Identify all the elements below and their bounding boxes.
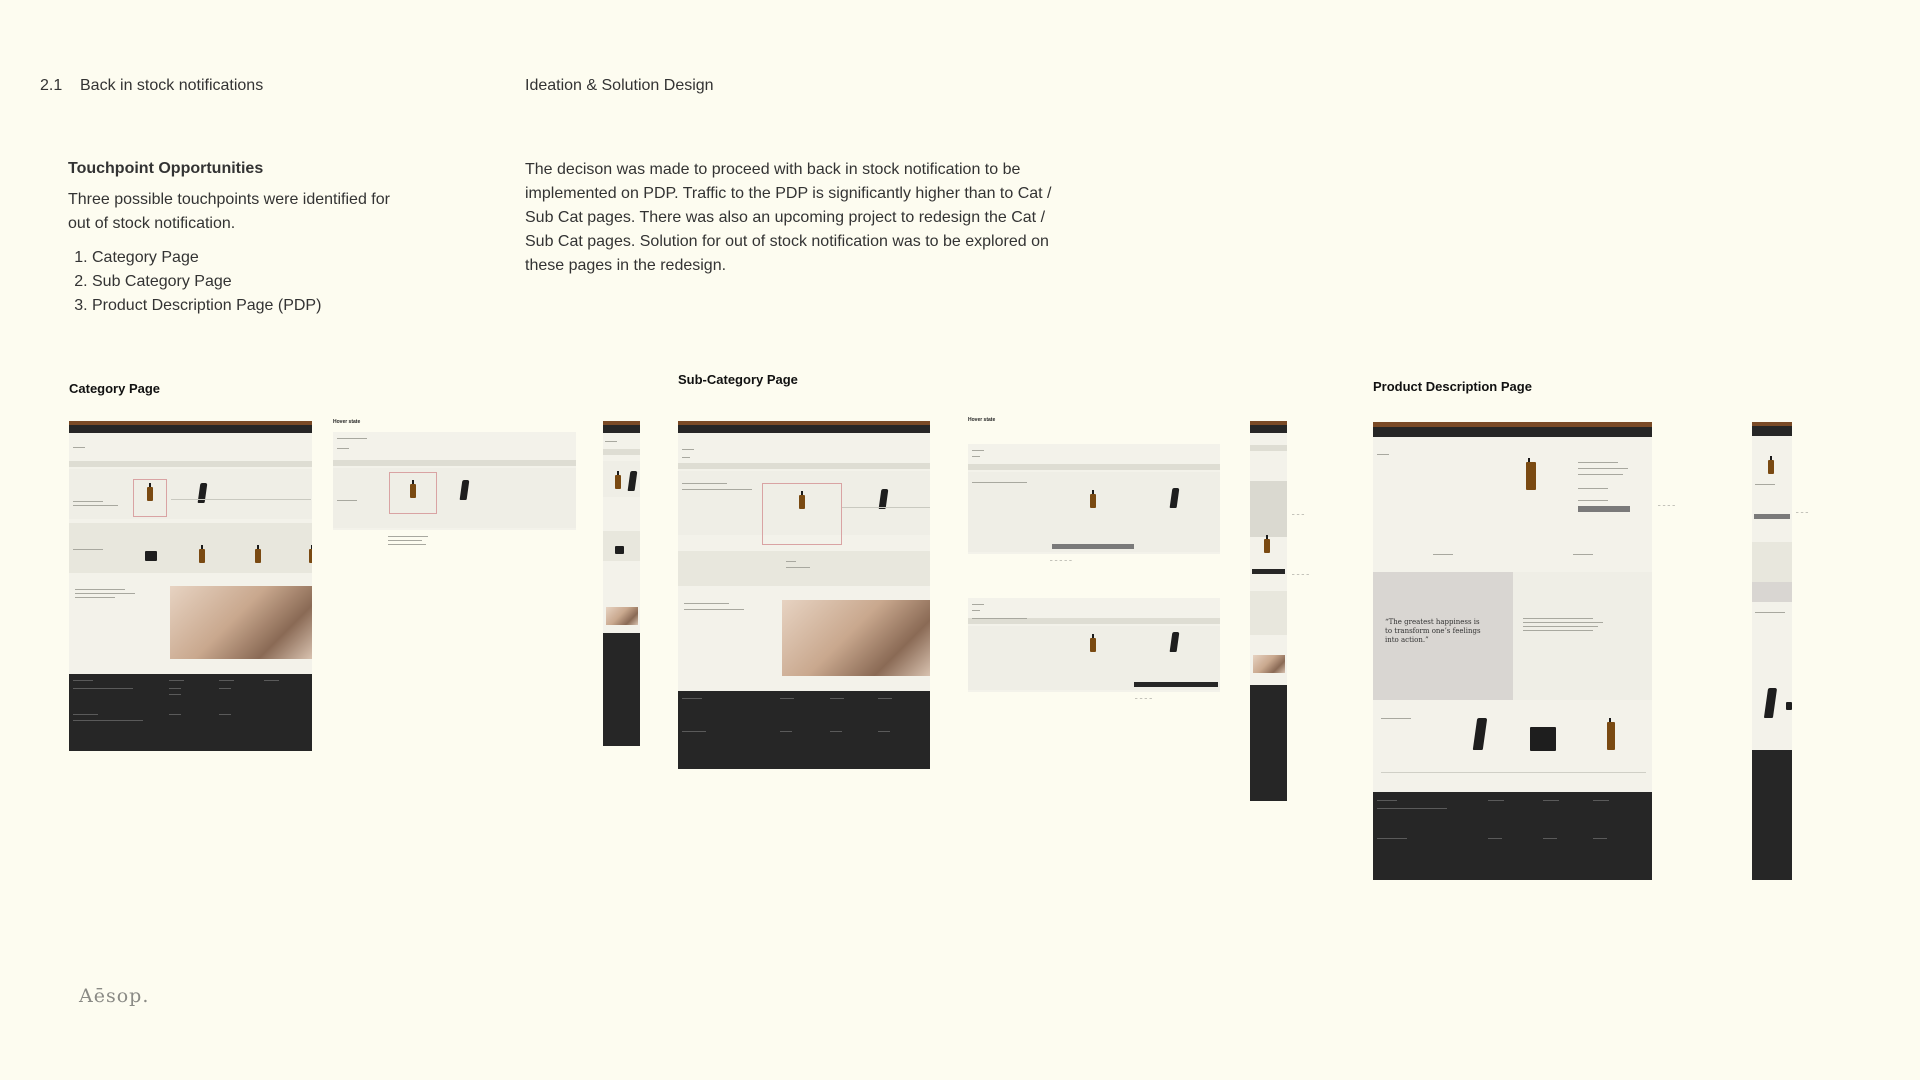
pdp-quote: “The greatest happiness is to transform one’s feelings into action.”: [1385, 618, 1481, 644]
hover-note: [388, 534, 428, 545]
pdp-mobile-annotation: — — —: [1796, 510, 1809, 515]
category-hover-label: Hover state: [333, 419, 361, 425]
phase-label: Ideation & Solution Design: [525, 77, 714, 94]
pdp-mockup: [1373, 422, 1652, 880]
list-item: 3. Product Description Page (PDP): [92, 294, 398, 318]
touchpoints-heading: Touchpoint Opportunities: [68, 160, 264, 177]
subcategory-hover-label: Hover state: [968, 417, 996, 423]
category-hover-mockup: [333, 432, 576, 530]
pdp-mobile-mockup: [1752, 422, 1792, 880]
decision-paragraph: The decison was made to proceed with back in stock notification to be implemented on PDP. Traffic to the PDP is significantly higher than to Cat / Sub Cat pages. There was also an upcoming project to redesign the Cat / Sub Cat pages. Solution for out of stock notification was to be explored on these pages in the redesign.: [525, 161, 1052, 274]
hover-annotation: — — — —: [1135, 696, 1152, 701]
pdp-annotation: — — — —: [1658, 503, 1675, 508]
subcategory-mobile-mockup: [1250, 421, 1287, 801]
subcategory-hover-mockup-1: [968, 444, 1220, 554]
list-item: 2. Sub Category Page: [92, 270, 398, 294]
section-number: 2.1: [40, 77, 63, 94]
hover-annotation: — — — — —: [1050, 558, 1072, 563]
subcategory-hover-mockup-2: [968, 598, 1220, 692]
touchpoints-intro: Three possible touchpoints were identified for out of stock notification.: [68, 191, 390, 232]
brand-logo: Aēsop.: [79, 985, 150, 1007]
section-title: Back in stock notifications: [80, 77, 264, 94]
category-mobile-mockup: [603, 421, 640, 746]
touchpoints-block: [68, 160, 398, 318]
pdp-label: Product Description Page: [1373, 379, 1532, 394]
mobile-annotation: — — —: [1292, 512, 1305, 517]
list-item: 1. Category Page: [92, 246, 398, 270]
subcategory-page-label: Sub-Category Page: [678, 372, 798, 387]
touchpoints-list: [68, 246, 398, 318]
category-page-mockup: [69, 421, 312, 751]
category-page-label: Category Page: [69, 381, 161, 396]
mobile-annotation: — — — —: [1292, 572, 1309, 577]
subcategory-page-mockup: [678, 421, 930, 769]
